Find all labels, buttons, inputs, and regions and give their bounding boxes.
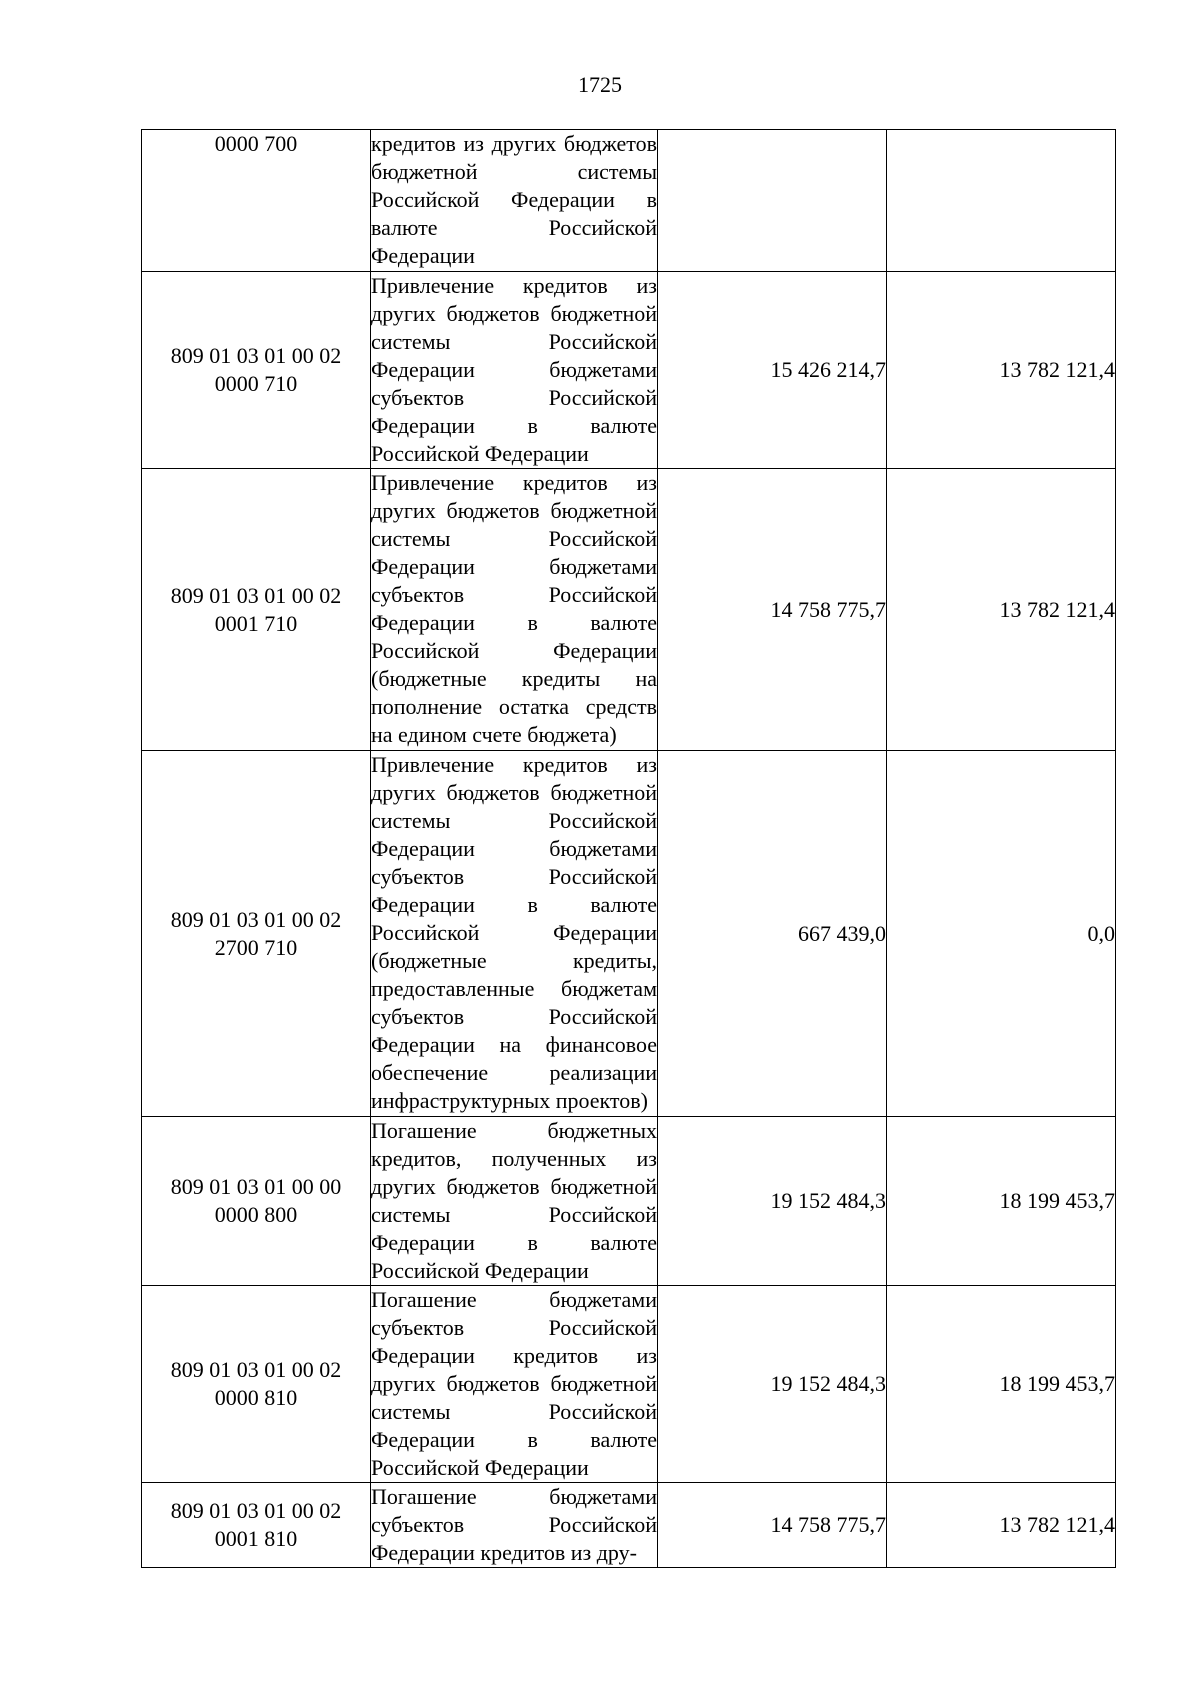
budget-sources-table bbox=[141, 129, 1116, 1568]
budget-code-cell bbox=[142, 1117, 371, 1286]
budget-code-line: 809 01 03 01 00 00 bbox=[170, 1174, 342, 1199]
budget-code-line: 809 01 03 01 00 02 bbox=[170, 1498, 342, 1523]
budget-code-cell bbox=[142, 1286, 371, 1483]
value-1-cell: 14 758 775,7 bbox=[658, 1483, 887, 1568]
value-2-cell: 13 782 121,4 bbox=[887, 272, 1116, 469]
budget-code-line: 809 01 03 01 00 02 bbox=[170, 582, 342, 608]
budget-code-line: 809 01 03 01 00 02 bbox=[170, 1357, 342, 1382]
value-2-cell: 18 199 453,7 bbox=[887, 1117, 1116, 1286]
table-row bbox=[142, 751, 1116, 1117]
table-row bbox=[142, 1286, 1116, 1483]
budget-code-cell bbox=[142, 751, 371, 1117]
value-1-cell: 15 426 214,7 bbox=[658, 272, 887, 469]
table-row bbox=[142, 272, 1116, 469]
budget-code-cell bbox=[142, 272, 371, 469]
budget-code-cell bbox=[142, 1483, 371, 1568]
budget-code-line: 809 01 03 01 00 02 bbox=[170, 343, 342, 368]
budget-code-line: 0000 710 bbox=[214, 371, 298, 396]
value-2-cell: 0,0 bbox=[887, 751, 1116, 1117]
value-2-cell: 18 199 453,7 bbox=[887, 1286, 1116, 1483]
value-2-cell: 13 782 121,4 bbox=[887, 469, 1116, 751]
value-1-cell: 667 439,0 bbox=[658, 751, 887, 1117]
budget-code-cell bbox=[142, 469, 371, 751]
description-cell: Привлечение кредитов из других бюджетов бюджетной системы Российской Федерации бюджетами субъектов Российской Федерации в валюте Российской Федерации (бюджетные кредиты, предоставленные бюджетам субъектов Российской Федерации на финансовое обеспечение реализации инфраструктурных проектов) bbox=[371, 751, 658, 1117]
budget-code-line: 0001 710 bbox=[214, 610, 298, 636]
description-cell: Привлечение кредитов из других бюджетов бюджетной системы Российской Федерации бюджетами субъектов Российской Федерации в валюте Российской Федерации bbox=[371, 272, 658, 469]
description-cell: Погашение бюджетами субъектов Российской Федерации кредитов из дру- bbox=[371, 1483, 658, 1568]
budget-code-line: 0000 700 bbox=[214, 131, 298, 156]
table-row bbox=[142, 130, 1116, 272]
budget-code-line: 0001 810 bbox=[214, 1526, 298, 1551]
description-cell: Погашение бюджетных кредитов, полученных из других бюджетов бюджетной системы Российской Федерации в валюте Российской Федерации bbox=[371, 1117, 658, 1286]
budget-code-line: 2700 710 bbox=[214, 934, 298, 960]
value-1-cell: 14 758 775,7 bbox=[658, 469, 887, 751]
description-cell: Привлечение кредитов из других бюджетов бюджетной системы Российской Федерации бюджетами субъектов Российской Федерации в валюте Российской Федерации (бюджетные кредиты на пополнение остатка средств на едином счете бюджета) bbox=[371, 469, 658, 751]
budget-code-cell bbox=[142, 130, 371, 272]
table-row bbox=[142, 469, 1116, 751]
value-2-cell bbox=[887, 130, 1116, 272]
budget-code-line: 0000 800 bbox=[214, 1202, 298, 1227]
value-1-cell bbox=[658, 130, 887, 272]
value-1-cell: 19 152 484,3 bbox=[658, 1117, 887, 1286]
value-1-cell: 19 152 484,3 bbox=[658, 1286, 887, 1483]
budget-code-line: 809 01 03 01 00 02 bbox=[170, 906, 342, 932]
table-row bbox=[142, 1117, 1116, 1286]
table-row bbox=[142, 1483, 1116, 1568]
description-cell: кредитов из других бюджетов бюджетной системы Российской Федерации в валюте Российской Федерации bbox=[371, 130, 658, 272]
description-cell: Погашение бюджетами субъектов Российской Федерации кредитов из других бюджетов бюджетной системы Российской Федерации в валюте Российской Федерации bbox=[371, 1286, 658, 1483]
budget-code-line: 0000 810 bbox=[214, 1385, 298, 1410]
value-2-cell: 13 782 121,4 bbox=[887, 1483, 1116, 1568]
page-number: 1725 bbox=[578, 72, 622, 97]
